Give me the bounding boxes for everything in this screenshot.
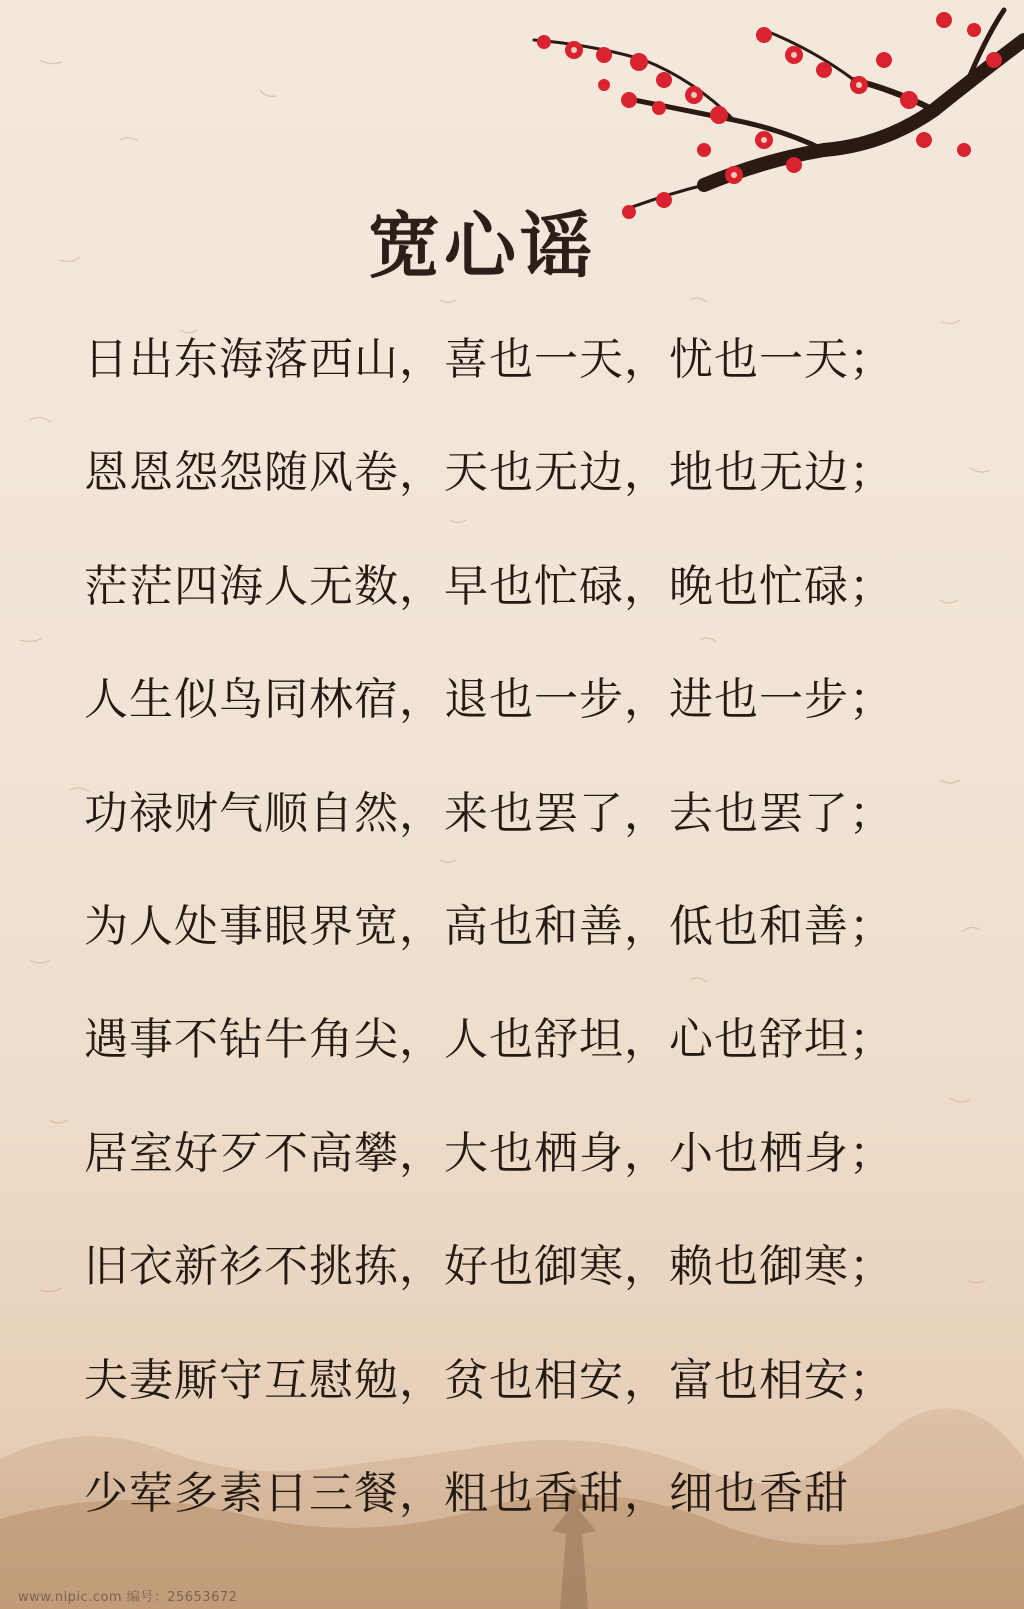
poem-body: [84, 330, 964, 1577]
poem-line: 少荤多素日三餐，粗也香甜，细也香甜: [84, 1467, 849, 1519]
watermark-text: www.nipic.com 编号：25653672: [18, 1590, 238, 1605]
poem-line: 茫茫四海人无数，早也忙碌，晚也忙碌；: [84, 560, 894, 612]
poem-line: 居室好歹不高攀，大也栖身，小也栖身；: [84, 1127, 894, 1179]
poem-line: 人生似鸟同林宿，退也一步，进也一步；: [84, 674, 894, 726]
poem-line: 旧衣新衫不挑拣，好也御寒，赖也御寒；: [84, 1241, 894, 1293]
poem-line: 恩恩怨怨随风卷，天也无边，地也无边；: [84, 447, 894, 499]
poem-line: 夫妻厮守互慰勉，贫也相安，富也相安；: [84, 1354, 894, 1406]
poem-line: 日出东海落西山，喜也一天，忧也一天；: [84, 334, 894, 385]
page-title: 宽心谣: [367, 203, 596, 288]
poem-line: 功禄财气顺自然，来也罢了，去也罢了；: [84, 787, 894, 839]
poem-line: 遇事不钻牛角尖，人也舒坦，心也舒坦；: [84, 1014, 894, 1066]
poem-line: 为人处事眼界宽，高也和善，低也和善；: [84, 900, 894, 952]
